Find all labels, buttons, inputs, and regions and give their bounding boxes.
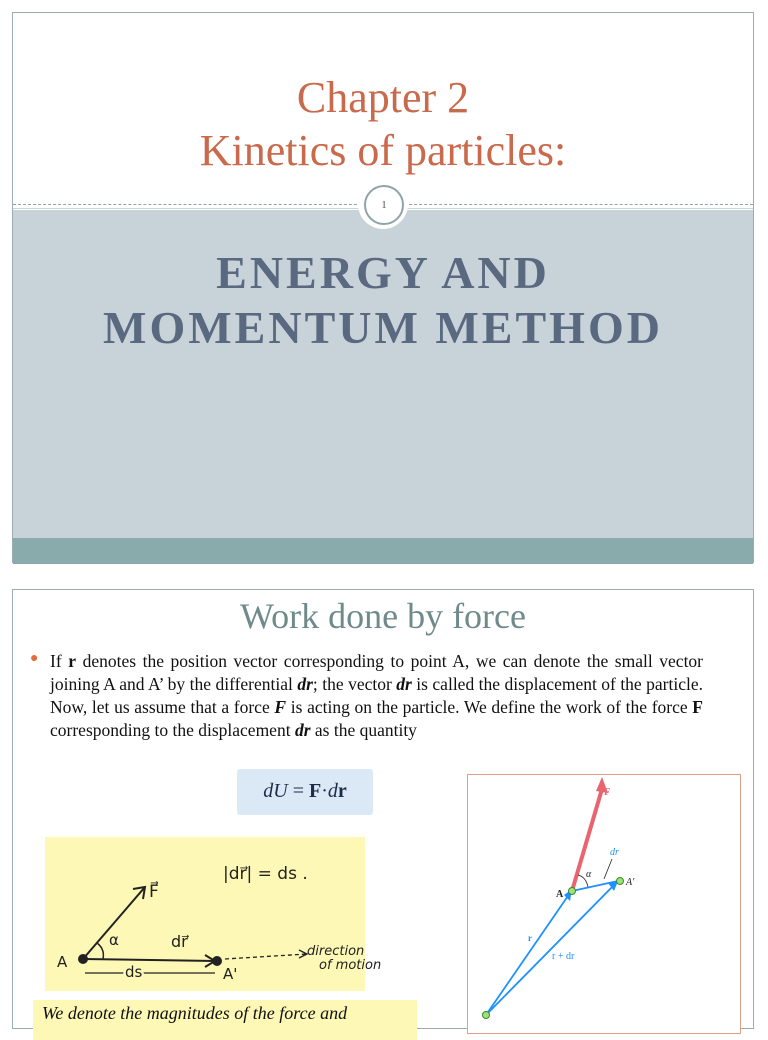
origin-dot xyxy=(483,1012,490,1019)
para-text: is called the displacement of the particle. Now, let us assume that a force xyxy=(50,674,703,717)
point-a-dot xyxy=(78,954,88,964)
hand-sketch-drawing xyxy=(45,837,382,991)
para-text: If xyxy=(50,651,69,671)
eq-force: F xyxy=(308,780,322,802)
slide-number-badge: 1 xyxy=(364,185,404,225)
point-a-label: A xyxy=(57,953,68,971)
alpha-arc xyxy=(97,943,103,959)
bullet-paragraph xyxy=(50,650,703,742)
direction-label-line-1: direction xyxy=(307,944,365,959)
eq-lhs: dU xyxy=(263,780,288,802)
para-text: is acting on the particle. We define the work of the force xyxy=(286,697,693,717)
point-a-label: A xyxy=(556,889,564,900)
para-text: as the quantity xyxy=(310,720,417,740)
bullet-icon: ● xyxy=(30,651,39,666)
dr-label: dr⃗ xyxy=(171,932,188,951)
chapter-title-line-2: Kinetics of particles: xyxy=(199,126,567,175)
chapter-title-line-1: Chapter 2 xyxy=(296,73,470,122)
dr-arrow-line xyxy=(83,959,215,961)
eq-dot: · xyxy=(321,780,328,802)
magnitude-note: |dr⃗| = ds . xyxy=(223,864,308,884)
point-a-prime-label: A' xyxy=(223,965,238,983)
vector-f: F xyxy=(692,697,703,717)
dr-leader-line xyxy=(604,859,612,879)
vector-dr: dr xyxy=(297,674,313,694)
alpha-label: α xyxy=(109,931,119,949)
slide-2[interactable] xyxy=(12,589,754,1029)
para-text: denotes the position vector corresponding to point A, we can denote the small vector joining A and A’ by the differential xyxy=(50,651,704,694)
eq-equals: = xyxy=(287,780,309,802)
vector-f: F xyxy=(274,697,287,717)
subtitle-line-1: ENERGY AND xyxy=(216,247,550,298)
point-a-prime-dot xyxy=(212,956,222,966)
hand-sketch xyxy=(45,837,382,991)
alpha-label: α xyxy=(586,869,592,880)
subtitle xyxy=(13,245,753,355)
dr-label: dr xyxy=(610,847,619,858)
vector-r: r xyxy=(68,651,77,671)
ds-label: ds xyxy=(125,963,143,981)
direction-dashed-line xyxy=(225,954,307,959)
point-a-prime-label: A′ xyxy=(626,877,635,888)
para-text: corresponding to the displacement xyxy=(50,720,295,740)
slide-1[interactable] xyxy=(12,12,754,563)
r-label: r xyxy=(528,933,532,943)
eq-r: r xyxy=(337,780,347,802)
point-a-prime-dot xyxy=(617,878,624,885)
direction-label-line-2: of motion xyxy=(319,958,382,973)
vector-figure xyxy=(467,774,741,1034)
footer-bar xyxy=(13,538,753,564)
work-equation xyxy=(237,769,373,815)
vector-figure-drawing xyxy=(468,775,740,1033)
r-plus-dr-label: r + dr xyxy=(552,951,575,962)
vector-dr: dr xyxy=(294,720,311,740)
force-label: F xyxy=(604,787,611,798)
force-label: F⃗ xyxy=(149,882,159,902)
sketch-caption: We denote the magnitudes of the force and xyxy=(33,1000,417,1040)
subtitle-line-2: MOMENTUM METHOD xyxy=(103,302,663,353)
para-text: ; the vector xyxy=(312,674,397,694)
r-plus-dr-vector-line xyxy=(486,883,616,1015)
vector-dr: dr xyxy=(396,674,412,694)
point-a-dot xyxy=(569,888,576,895)
eq-d: d xyxy=(327,780,338,802)
chapter-title xyxy=(13,71,753,177)
slide-title: Work done by force xyxy=(240,596,526,636)
